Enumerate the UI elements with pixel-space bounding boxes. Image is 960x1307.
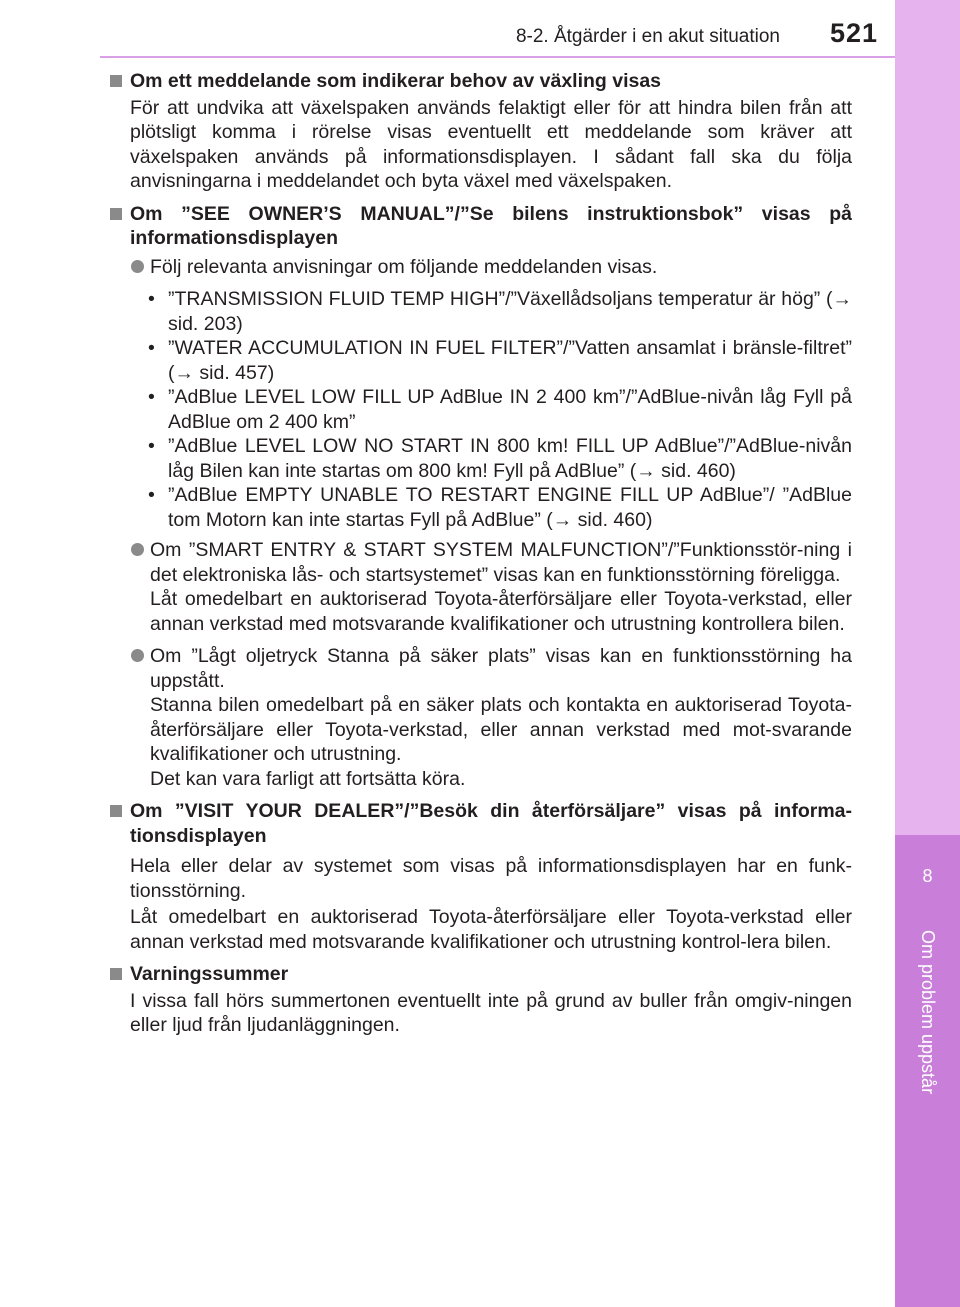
section-owners-manual <box>108 202 852 792</box>
heading-text: Om ett meddelande som indikerar behov av växling visas <box>130 70 662 92</box>
list-item <box>108 538 852 636</box>
paragraph: För att undvika att växelspaken används felaktigt eller för att hindra bilen från att plötsligt komma i rörelse visas eventuellt ett meddelande som kräver att växelspaken används på informationsdisplayen. I sådant fall ska du följa anvisningarna i meddelandet och byta växel med växelspaken. <box>130 96 852 192</box>
bullet-icon: • <box>148 337 155 359</box>
header-rule <box>100 56 895 58</box>
section-title: 8-2. Åtgärder i en akut situation <box>515 26 780 47</box>
paragraph: Låt omedelbart en auktoriserad Toyota-återförsäljare eller Toyota-verkstad eller annan verkstad med motsvarande kvalifikationer och utrustning kontrol-lera bilen. <box>130 906 852 953</box>
list-item-text: ”AdBlue LEVEL LOW FILL UP AdBlue IN 2 400 km”/”AdBlue-nivån låg Fyll på AdBlue om 2 400 km” <box>168 386 852 433</box>
list-item-text: ”WATER ACCUMULATION IN FUEL FILTER”/”Vatten ansamlat i bränsle-filtret” (→ sid. 457) <box>168 337 852 384</box>
section-heading <box>108 202 852 251</box>
circle-bullet-icon <box>131 543 144 556</box>
paragraph: Stanna bilen omedelbart på en säker plats och kontakta en auktoriserad Toyota-återförsäljare eller Toyota-verkstad, eller annan verkstad med mot-svarande kvalifikationer och utrustning. <box>150 694 852 765</box>
list-item <box>108 644 852 791</box>
section-heading <box>108 962 852 987</box>
section-shift-message <box>108 69 852 194</box>
section-warning-buzzer <box>108 962 852 1038</box>
list-item <box>148 434 852 483</box>
list-item-text: ”AdBlue LEVEL LOW NO START IN 800 km! FILL UP AdBlue”/”AdBlue-nivån låg Bilen kan inte startas om 800 km! Fyll på AdBlue” (→ sid. 460) <box>168 435 852 482</box>
page-number: 521 <box>829 18 878 48</box>
bullet-icon: • <box>148 484 155 506</box>
list-item <box>108 255 852 280</box>
paragraph: Om ”Lågt oljetryck Stanna på säker plats” visas kan en funktionsstörning ha uppstått. <box>150 645 852 692</box>
page-content <box>108 69 852 1046</box>
section-visit-dealer <box>108 799 852 954</box>
paragraph: Om ”SMART ENTRY & START SYSTEM MALFUNCTION”/”Funktionsstör-ning i det elektroniska lås- och startsystemet” visas kan en funktionsstörning föreligga. <box>150 539 852 586</box>
paragraph: Det kan vara farligt att fortsätta köra. <box>150 767 466 790</box>
heading-text: Om ”SEE OWNER’S MANUAL”/”Se bilens instruktionsbok” visas på informationsdisplayen <box>130 202 852 249</box>
square-bullet-icon <box>110 968 122 980</box>
circle-bullet-icon <box>131 260 144 273</box>
chapter-number: 8 <box>922 866 933 886</box>
heading-text: Varningssummer <box>130 963 289 985</box>
square-bullet-icon <box>110 208 122 220</box>
message-list <box>108 287 852 532</box>
bullet-icon: • <box>148 288 155 310</box>
bullet-icon: • <box>148 435 155 457</box>
section-heading <box>108 69 852 94</box>
square-bullet-icon <box>110 805 122 817</box>
circle-bullet-icon <box>131 649 144 662</box>
chapter-title-text: Om problem uppstår <box>918 930 938 1095</box>
paragraph: Följ relevanta anvisningar om följande meddelanden visas. <box>150 255 658 278</box>
bullet-icon: • <box>148 386 155 408</box>
square-bullet-icon <box>110 75 122 87</box>
paragraph: Hela eller delar av systemet som visas på informationsdisplayen har en funk-tionsstörning. <box>130 855 852 902</box>
chapter-title <box>895 930 960 1170</box>
list-item <box>148 336 852 385</box>
list-item-text: ”AdBlue EMPTY UNABLE TO RESTART ENGINE FILL UP AdBlue”/ ”AdBlue tom Motorn kan inte startas Fyll på AdBlue” (→ sid. 460) <box>168 484 852 531</box>
section-heading <box>108 799 852 848</box>
paragraph: Låt omedelbart en auktoriserad Toyota-återförsäljare eller Toyota-verkstad, eller annan verkstad med motsvarande kvalifikationer och utrustning kontrollera bilen. <box>150 588 852 635</box>
heading-text: Om ”VISIT YOUR DEALER”/”Besök din återförsäljare” visas på informa-tionsdisplayen <box>130 800 852 847</box>
paragraph: I vissa fall hörs summertonen eventuellt inte på grund av buller från omgiv-ningen eller ljud från ljudanläggningen. <box>130 989 852 1036</box>
list-item <box>148 287 852 336</box>
list-item <box>148 483 852 532</box>
list-item <box>148 385 852 434</box>
list-item-text: ”TRANSMISSION FLUID TEMP HIGH”/”Växellådsoljans temperatur är hög” (→ sid. 203) <box>168 288 852 335</box>
